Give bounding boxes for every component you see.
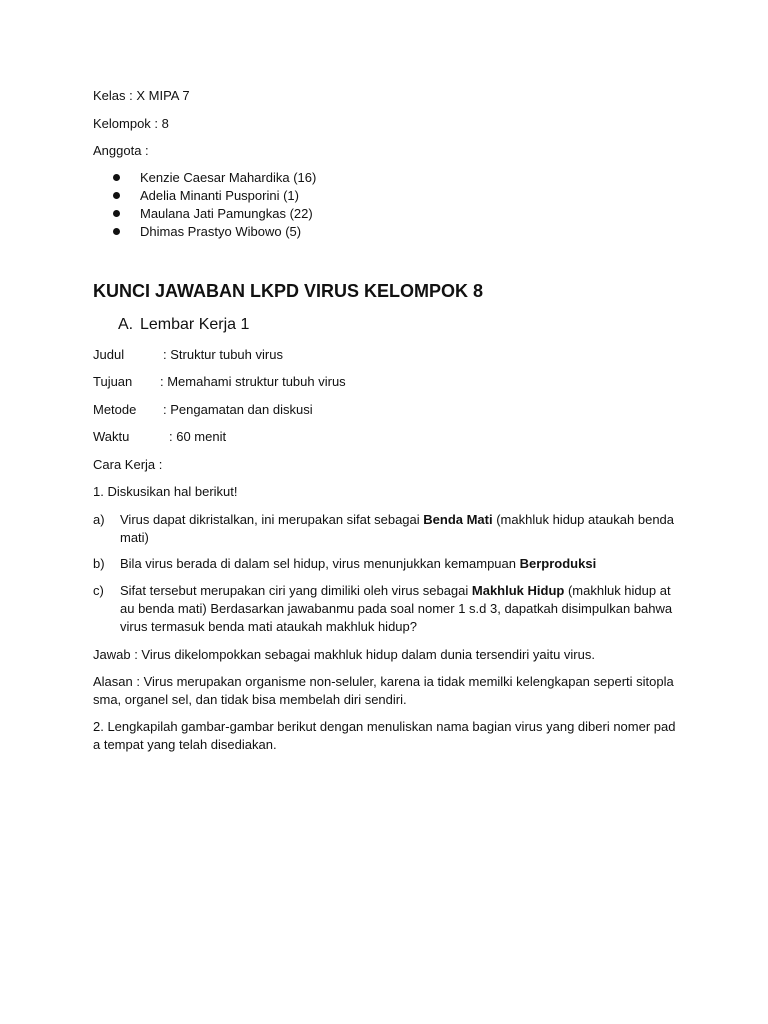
- group-info: Kelompok : 8: [93, 116, 169, 131]
- member-name: Maulana Jati Pamungkas (22): [140, 206, 313, 221]
- item-answer: Makhluk Hidup: [471, 583, 565, 598]
- field-label: Tujuan: [93, 374, 133, 389]
- member-item: [113, 223, 301, 241]
- field-label: Judul: [93, 347, 125, 362]
- step-1: 1. Diskusikan hal berikut!: [93, 484, 238, 499]
- bullet-icon: [113, 210, 120, 217]
- item-marker: b): [93, 556, 105, 571]
- field-metode: [93, 401, 313, 419]
- member-name: Kenzie Caesar Mahardika (16): [140, 170, 317, 185]
- field-value: : Memahami struktur tubuh virus: [160, 374, 346, 389]
- item-text: Sifat tersebut merupakan ciri yang dimiliki oleh virus sebagai: [120, 583, 472, 598]
- reason-text: Alasan : Virus merupakan organisme non-seluler, karena ia tidak memilki kelengkapan seperti sitopla sma, organel sel, dan tidak bisa membelah diri sendiri.: [93, 674, 674, 707]
- section-label: Lembar Kerja 1: [140, 316, 250, 333]
- bullet-icon: [113, 174, 120, 181]
- member-name: Dhimas Prastyo Wibowo (5): [140, 224, 302, 239]
- answer-text: Jawab : Virus dikelompokkan sebagai makhluk hidup dalam dunia tersendiri yaitu virus.: [93, 647, 595, 662]
- step-2: 2. Lengkapilah gambar-gambar berikut dengan menuliskan nama bagian virus yang diberi nomer pad a tempat yang telah disediakan.: [93, 719, 676, 752]
- section-letter: A.: [118, 316, 134, 333]
- item-text: Virus dapat dikristalkan, ini merupakan sifat sebagai: [120, 512, 424, 527]
- item-text: Bila virus berada di dalam sel hidup, virus menunjukkan kemampuan: [120, 556, 520, 571]
- item-marker: a): [93, 512, 105, 527]
- member-name: Adelia Minanti Pusporini (1): [140, 188, 299, 203]
- question-a: [93, 511, 683, 547]
- question-c: [93, 582, 683, 636]
- item-answer: Berproduksi: [519, 556, 597, 571]
- member-item: [113, 205, 313, 223]
- item-answer: Benda Mati: [423, 512, 493, 527]
- field-value: : Struktur tubuh virus: [163, 347, 283, 362]
- field-judul: [93, 346, 283, 364]
- class-info: Kelas : X MIPA 7: [93, 88, 190, 103]
- member-item: [113, 187, 299, 205]
- item-text: (makhluk hidup ataukah benda mati): [120, 512, 675, 545]
- field-waktu: [93, 428, 226, 446]
- member-item: [113, 169, 316, 187]
- item-text: (makhluk hidup at au benda mati) Berdasarkan jawabanmu pada soal nomer 1 s.d 3, dapatkah disimpulkan bahwa virus termasuk benda mati ataukah makhluk hidup?: [120, 583, 673, 634]
- section-heading: [118, 316, 249, 334]
- field-value: : 60 menit: [169, 429, 227, 444]
- members-label: Anggota :: [93, 143, 149, 158]
- bullet-icon: [113, 228, 120, 235]
- field-value: : Pengamatan dan diskusi: [163, 402, 313, 417]
- question-b: [93, 555, 683, 573]
- field-label: Waktu: [93, 429, 130, 444]
- field-tujuan: [93, 373, 346, 391]
- item-marker: c): [93, 583, 104, 598]
- procedure-label: Cara Kerja :: [93, 457, 163, 472]
- field-label: Metode: [93, 402, 137, 417]
- page-title: KUNCI JAWABAN LKPD VIRUS KELOMPOK 8: [93, 281, 484, 301]
- bullet-icon: [113, 192, 120, 199]
